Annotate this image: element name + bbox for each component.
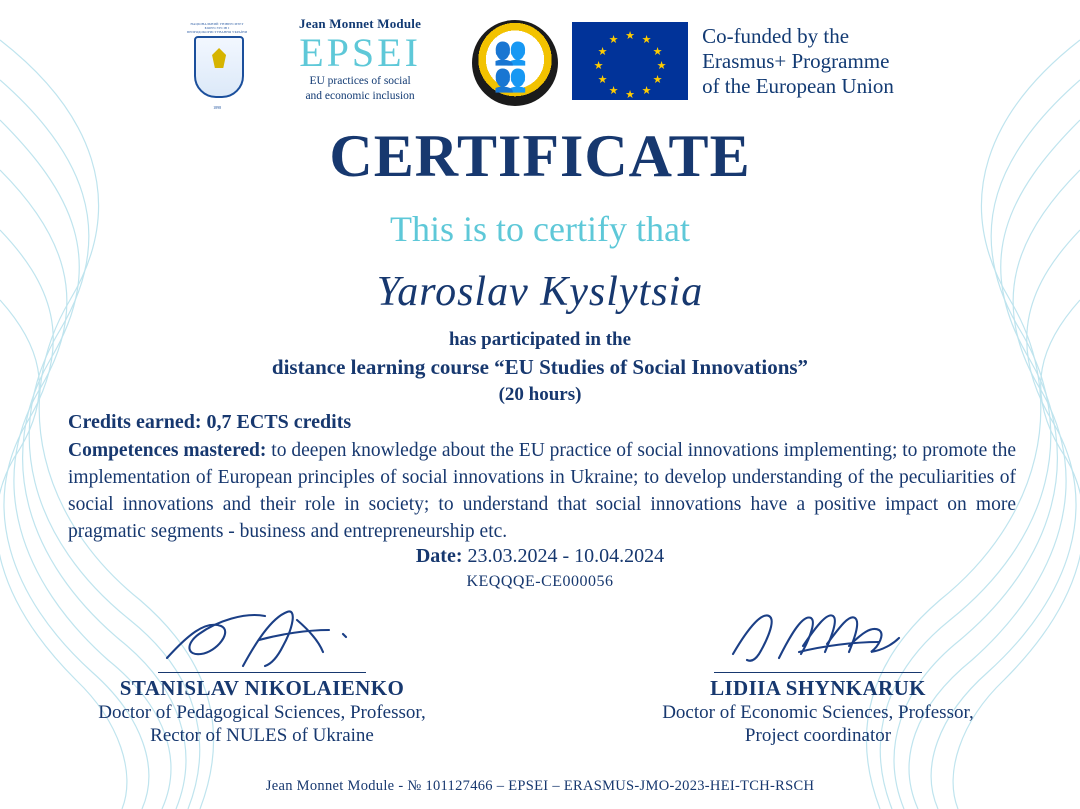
- eu-text-line1: Co-funded by the: [702, 24, 850, 48]
- competences-mastered: [68, 437, 1016, 545]
- eu-text-line2: Erasmus+ Programme: [702, 49, 890, 73]
- credits-value: 0,7 ECTS credits: [206, 411, 352, 433]
- credits-label: Credits earned:: [68, 411, 202, 433]
- certificate-footer: Jean Monnet Module - № 101127466 – EPSEI – ERASMUS-JMO-2023-HEI-TCH-RSCH: [265, 778, 815, 794]
- signature-block-right: [608, 600, 1028, 747]
- certificate-code: KEQQQE-CE000056: [466, 573, 614, 590]
- signature-mark-left-icon: [52, 600, 472, 672]
- certificate-title: CERTIFICATE: [329, 123, 751, 189]
- nules-crest-icon: [194, 36, 244, 98]
- course-title: distance learning course “EU Studies of Social Innovations”: [271, 355, 809, 379]
- nules-university-logo: [186, 22, 248, 112]
- signatory-role-right-line2: Project coordinator: [744, 725, 892, 746]
- participation-line: has participated in the: [448, 329, 632, 350]
- social-inclusion-emblem-icon: [472, 20, 558, 106]
- people-silhouettes-icon: 👥👥: [493, 36, 524, 94]
- epsei-subtitle-line2: and economic inclusion: [305, 90, 415, 102]
- signature-rule-right: [714, 672, 922, 673]
- epsei-acronym: EPSEI: [299, 30, 421, 75]
- header-logos: [0, 14, 1080, 122]
- epsei-logo: [262, 14, 458, 103]
- nules-logo-year: 1898: [213, 105, 222, 110]
- recipient-name: Yaroslav Kyslytsia: [376, 269, 704, 315]
- jean-monnet-module-label: Jean Monnet Module: [299, 16, 422, 31]
- competences-label: Competences mastered:: [68, 440, 267, 461]
- date-value: 23.03.2024 - 10.04.2024: [467, 545, 665, 567]
- signatory-role-left-line1: Doctor of Pedagogical Sciences, Professor,: [98, 702, 426, 723]
- date-label: Date:: [415, 545, 463, 567]
- signature-rule-left: [158, 672, 366, 673]
- credits-earned: [68, 411, 351, 434]
- eu-cofunding-logo: [572, 22, 894, 100]
- signatory-name-left: STANISLAV NIKOLAIENKO: [119, 676, 405, 700]
- signatory-role-right-line1: Doctor of Economic Sciences, Professor,: [662, 702, 974, 723]
- signatory-role-left-line2: Rector of NULES of Ukraine: [150, 725, 374, 746]
- epsei-subtitle-line1: EU practices of social: [309, 75, 411, 87]
- signature-block-left: [52, 600, 472, 747]
- signatory-name-right: LIDIIA SHYNKARUK: [710, 676, 926, 700]
- eu-cofunding-text: [702, 22, 894, 99]
- signature-mark-right-icon: [608, 600, 1028, 672]
- certify-subtitle: This is to certify that: [390, 209, 690, 249]
- eu-flag-icon: ★ ★ ★ ★ ★ ★ ★ ★ ★ ★ ★ ★: [572, 22, 688, 100]
- certificate-date: [0, 545, 1080, 568]
- nules-logo-top-text: НАЦІОНАЛЬНИЙ УНІВЕРСИТЕТ БІОРЕСУРСІВ І ПРИРОДОКОРИСТУВАННЯ УКРАЇНИ: [186, 22, 248, 34]
- competences-text: to deepen knowledge about the EU practice of social innovations implementing; to promote the implementation of European principles of social innovations in Ukraine; to develop understanding of the peculiarities of social innovations and their role in society; to understand that social innovations have a positive impact on more pragmatic segments - business and entrepreneurship etc.: [68, 440, 1017, 542]
- course-hours: (20 hours): [498, 384, 582, 405]
- eu-text-line3: of the European Union: [702, 74, 894, 98]
